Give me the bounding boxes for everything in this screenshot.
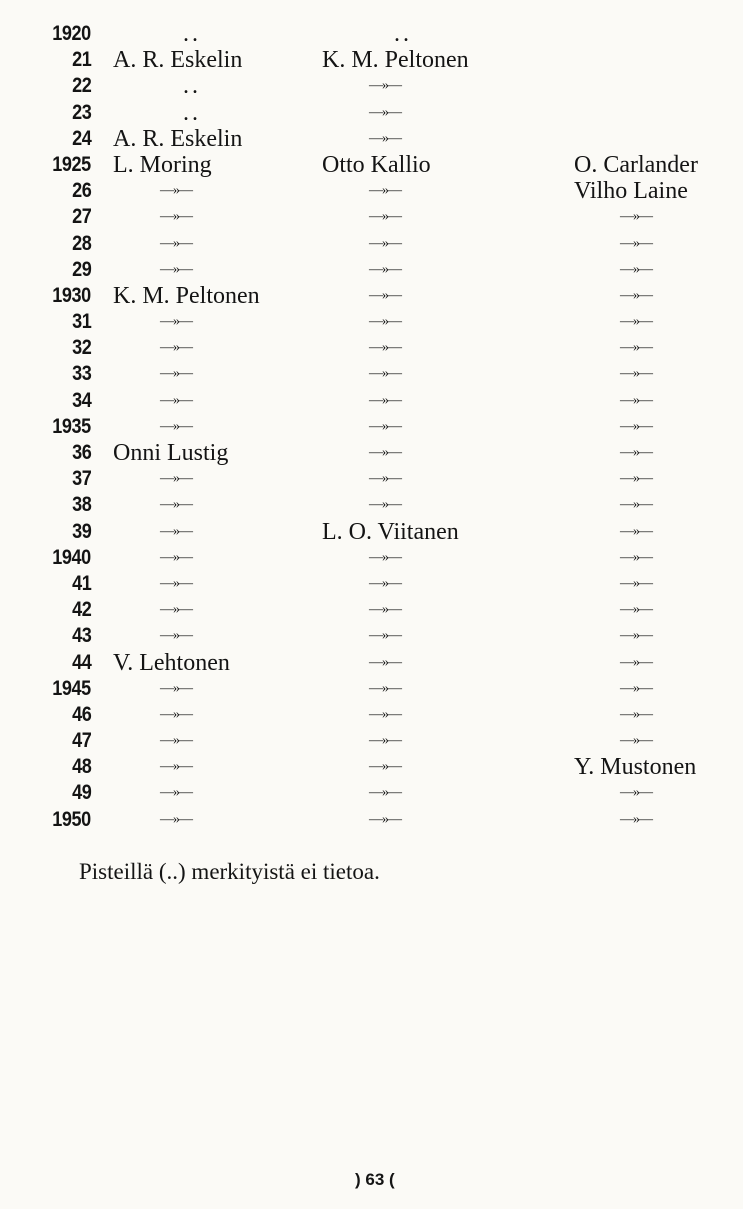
ditto-mark: —»— bbox=[160, 471, 192, 487]
year-cell: 49 bbox=[71, 781, 91, 805]
table-row bbox=[0, 309, 743, 335]
ditto-mark: —»— bbox=[369, 759, 401, 775]
table-row bbox=[0, 414, 743, 440]
table-row bbox=[0, 492, 743, 518]
ditto-mark: —»— bbox=[369, 575, 401, 591]
year-cell: 22 bbox=[71, 74, 91, 98]
ditto-mark: —»— bbox=[160, 314, 192, 330]
ditto-mark: —»— bbox=[620, 471, 652, 487]
ditto-mark: —»— bbox=[620, 340, 652, 356]
ditto-mark: —»— bbox=[160, 209, 192, 225]
ditto-mark: —»— bbox=[369, 445, 401, 460]
page-number: ) 63 ( bbox=[355, 1170, 395, 1189]
name-cell: Onni Lustig bbox=[113, 440, 229, 466]
ditto-mark: —»— bbox=[369, 366, 401, 382]
table-row bbox=[0, 21, 743, 47]
ditto-mark: —»— bbox=[620, 680, 652, 696]
table-row bbox=[0, 335, 743, 361]
ditto-mark: —»— bbox=[160, 418, 192, 434]
ditto-mark: —»— bbox=[369, 418, 401, 434]
year-cell: 44 bbox=[71, 650, 91, 674]
ditto-mark: —»— bbox=[160, 602, 192, 618]
ditto-mark: —»— bbox=[620, 497, 652, 513]
name-cell: A. R. Eskelin bbox=[113, 125, 243, 152]
year-cell: 32 bbox=[71, 336, 91, 360]
footnote: Pisteillä (..) merkityistä ei tietoa. bbox=[79, 859, 380, 884]
year-cell: 31 bbox=[71, 310, 91, 334]
ditto-mark: —»— bbox=[620, 523, 652, 539]
table-row bbox=[0, 388, 743, 414]
ditto-mark: —»— bbox=[369, 811, 401, 827]
table-row bbox=[0, 361, 743, 387]
table-row bbox=[0, 754, 743, 780]
table-row bbox=[0, 100, 743, 126]
table-row bbox=[0, 623, 743, 649]
name-cell: K. M. Peltonen bbox=[322, 47, 469, 74]
ditto-mark: —»— bbox=[369, 471, 401, 487]
table-row bbox=[0, 204, 743, 230]
ditto-mark: —»— bbox=[620, 287, 652, 303]
table-row bbox=[0, 519, 743, 545]
table-row bbox=[0, 676, 743, 702]
name-cell: L. Moring bbox=[113, 151, 212, 178]
ditto-mark: —»— bbox=[160, 366, 192, 382]
ditto-mark: —»— bbox=[620, 575, 652, 591]
year-table bbox=[0, 21, 743, 833]
ditto-mark: —»— bbox=[160, 759, 192, 775]
ditto-mark: —»— bbox=[160, 235, 192, 251]
ditto-mark: —»— bbox=[160, 706, 192, 722]
year-cell: 37 bbox=[71, 467, 91, 491]
table-row bbox=[0, 597, 743, 623]
ditto-mark: —»— bbox=[369, 130, 401, 146]
year-cell: 1935 bbox=[52, 414, 91, 438]
ditto-mark: —»— bbox=[620, 261, 652, 277]
ditto-mark: —»— bbox=[620, 209, 652, 225]
name-cell: O. Carlander bbox=[574, 151, 698, 178]
year-cell: 36 bbox=[71, 441, 91, 464]
name-cell: Vilho Laine bbox=[574, 178, 688, 205]
year-cell: 42 bbox=[71, 598, 91, 622]
year-cell: 23 bbox=[71, 100, 91, 124]
ditto-mark: —»— bbox=[620, 445, 652, 460]
no-data-mark: .. bbox=[183, 73, 201, 100]
ditto-mark: —»— bbox=[369, 497, 401, 513]
year-cell: 43 bbox=[71, 624, 91, 648]
year-cell: 34 bbox=[71, 388, 91, 412]
ditto-mark: —»— bbox=[160, 680, 192, 696]
name-cell: L. O. Viitanen bbox=[322, 518, 459, 545]
ditto-mark: —»— bbox=[160, 523, 192, 539]
ditto-mark: —»— bbox=[369, 602, 401, 618]
ditto-mark: —»— bbox=[369, 340, 401, 356]
name-cell: A. R. Eskelin bbox=[113, 47, 243, 74]
ditto-mark: —»— bbox=[620, 811, 652, 827]
year-cell: 41 bbox=[71, 571, 91, 595]
year-cell: 33 bbox=[71, 362, 91, 386]
ditto-mark: —»— bbox=[369, 733, 401, 749]
year-cell: 29 bbox=[71, 257, 91, 281]
ditto-mark: —»— bbox=[160, 549, 192, 565]
ditto-mark: —»— bbox=[620, 706, 652, 722]
ditto-mark: —»— bbox=[369, 235, 401, 251]
ditto-mark: —»— bbox=[160, 261, 192, 277]
ditto-mark: —»— bbox=[620, 366, 652, 382]
year-cell: 24 bbox=[71, 126, 91, 150]
year-cell: 26 bbox=[71, 179, 91, 203]
year-cell: 38 bbox=[71, 493, 91, 517]
table-row bbox=[0, 231, 743, 257]
ditto-mark: —»— bbox=[369, 209, 401, 225]
ditto-mark: —»— bbox=[369, 78, 401, 94]
year-cell: 1930 bbox=[52, 283, 91, 307]
table-row bbox=[0, 126, 743, 152]
ditto-mark: —»— bbox=[369, 104, 401, 120]
table-row bbox=[0, 47, 743, 73]
ditto-mark: —»— bbox=[369, 261, 401, 277]
ditto-mark: —»— bbox=[369, 628, 401, 644]
table-row bbox=[0, 152, 743, 178]
table-row bbox=[0, 178, 743, 204]
year-cell: 47 bbox=[71, 729, 91, 753]
ditto-mark: —»— bbox=[160, 733, 192, 749]
ditto-mark: —»— bbox=[160, 183, 192, 199]
name-cell: Y. Mustonen bbox=[574, 754, 697, 781]
table-row bbox=[0, 571, 743, 597]
ditto-mark: —»— bbox=[369, 785, 401, 801]
year-cell: 1925 bbox=[52, 152, 91, 176]
year-cell: 1940 bbox=[52, 545, 91, 569]
table-row bbox=[0, 780, 743, 806]
year-cell: 39 bbox=[71, 519, 91, 543]
ditto-mark: —»— bbox=[620, 602, 652, 618]
ditto-mark: —»— bbox=[620, 549, 652, 565]
table-row bbox=[0, 283, 743, 309]
table-row bbox=[0, 728, 743, 754]
name-cell: V. Lehtonen bbox=[113, 649, 230, 676]
table-row bbox=[0, 257, 743, 283]
ditto-mark: —»— bbox=[620, 235, 652, 251]
ditto-mark: —»— bbox=[369, 680, 401, 696]
ditto-mark: —»— bbox=[160, 628, 192, 644]
year-cell: 1920 bbox=[52, 22, 91, 45]
year-cell: 1950 bbox=[52, 807, 91, 831]
ditto-mark: —»— bbox=[620, 418, 652, 434]
ditto-mark: —»— bbox=[369, 183, 401, 199]
ditto-mark: —»— bbox=[620, 314, 652, 330]
name-cell: Otto Kallio bbox=[322, 151, 431, 178]
ditto-mark: —»— bbox=[369, 706, 401, 722]
ditto-mark: —»— bbox=[160, 340, 192, 356]
table-row bbox=[0, 702, 743, 728]
ditto-mark: —»— bbox=[369, 654, 401, 670]
ditto-mark: —»— bbox=[369, 314, 401, 330]
table-row bbox=[0, 650, 743, 676]
no-data-mark: .. bbox=[394, 21, 412, 47]
ditto-mark: —»— bbox=[160, 497, 192, 513]
ditto-mark: —»— bbox=[620, 785, 652, 801]
ditto-mark: —»— bbox=[620, 733, 652, 749]
table-row bbox=[0, 440, 743, 466]
name-cell: K. M. Peltonen bbox=[113, 282, 260, 309]
year-cell: 28 bbox=[71, 231, 91, 255]
table-row bbox=[0, 545, 743, 571]
ditto-mark: —»— bbox=[369, 392, 401, 408]
year-cell: 1945 bbox=[52, 676, 91, 700]
table-row bbox=[0, 73, 743, 99]
year-cell: 46 bbox=[71, 702, 91, 726]
no-data-mark: .. bbox=[183, 99, 201, 126]
ditto-mark: —»— bbox=[369, 287, 401, 303]
table-row bbox=[0, 466, 743, 492]
ditto-mark: —»— bbox=[620, 654, 652, 670]
ditto-mark: —»— bbox=[620, 628, 652, 644]
ditto-mark: —»— bbox=[369, 549, 401, 565]
year-cell: 48 bbox=[71, 755, 91, 779]
ditto-mark: —»— bbox=[160, 785, 192, 801]
year-cell: 21 bbox=[71, 48, 91, 72]
ditto-mark: —»— bbox=[160, 811, 192, 827]
year-cell: 27 bbox=[71, 205, 91, 229]
no-data-mark: .. bbox=[183, 21, 201, 47]
ditto-mark: —»— bbox=[620, 392, 652, 408]
table-row bbox=[0, 807, 743, 833]
ditto-mark: —»— bbox=[160, 392, 192, 408]
ditto-mark: —»— bbox=[160, 575, 192, 591]
